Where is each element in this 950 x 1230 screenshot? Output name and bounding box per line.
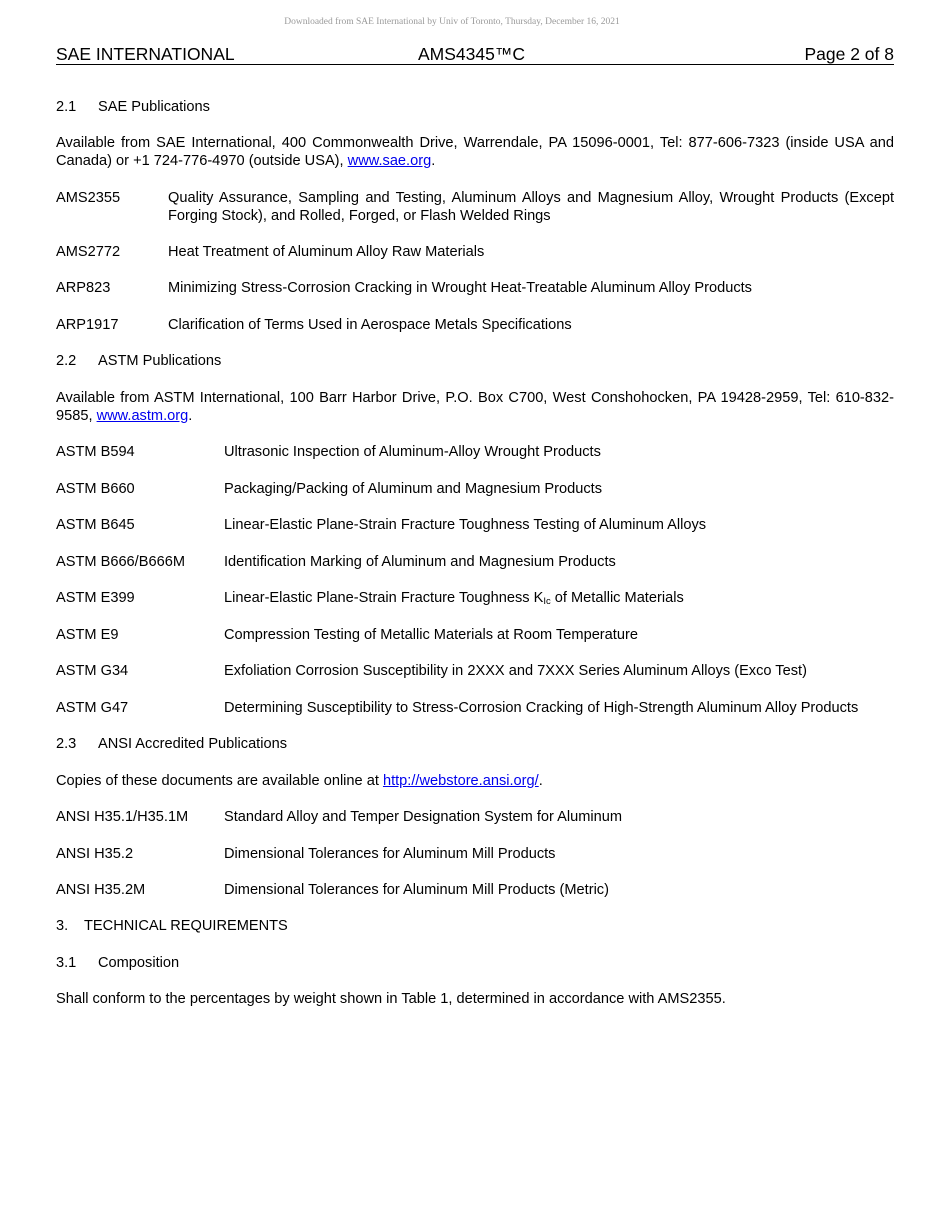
reference-title: Packaging/Packing of Aluminum and Magnesium Products <box>224 481 603 497</box>
ansi-intro-text: Copies of these documents are available online at <box>56 773 383 789</box>
reference-title: Exfoliation Corrosion Susceptibility in 2XXX and 7XXX Series Aluminum Alloys (Exco Test) <box>224 663 807 679</box>
reference-title: Linear-Elastic Plane-Strain Fracture Toughness Testing of Aluminum Alloys <box>224 517 707 533</box>
section-number: 3. <box>56 918 69 934</box>
reference-code: ASTM E9 <box>56 627 119 643</box>
reference-title-suffix: of Metallic Materials <box>550 590 684 606</box>
reference-title: Standard Alloy and Temper Designation System for Aluminum <box>224 809 623 825</box>
reference-title: Minimizing Stress-Corrosion Cracking in Wrought Heat-Treatable Aluminum Alloy Products <box>168 280 752 296</box>
reference-code: AMS2355 <box>56 190 121 206</box>
reference-code: AMS2772 <box>56 244 121 260</box>
section-title: ASTM Publications <box>98 353 222 369</box>
reference-code: ASTM B660 <box>56 481 135 497</box>
astm-website-link[interactable]: www.astm.org <box>96 408 189 424</box>
reference-title-prefix: Linear-Elastic Plane-Strain Fracture Toughness K <box>224 590 544 606</box>
download-watermark: Downloaded from SAE International by Univ of Toronto, Thursday, December 16, 2021 <box>284 17 620 27</box>
section-2-3-heading <box>56 735 894 753</box>
astm-availability-paragraph: Available from ASTM International, 100 Barr Harbor Drive, P.O. Box C700, West Conshohocken, PA 19428-2959, Tel: 610-832-9585, www.astm.org. <box>56 390 894 424</box>
section-3-heading <box>56 917 894 935</box>
reference-title: Compression Testing of Metallic Materials at Room Temperature <box>224 627 638 643</box>
section-number: 2.2 <box>56 353 77 369</box>
reference-code: ARP1917 <box>56 317 119 333</box>
section-number: 2.3 <box>56 736 77 752</box>
reference-title: Quality Assurance, Sampling and Testing, Aluminum Alloys and Magnesium Alloy, Wrought Products (Except Forging Stock), and Rolled, Forged, or Flash Welded Rings <box>168 190 894 224</box>
reference-code: ASTM B594 <box>56 444 135 460</box>
ansi-webstore-link[interactable]: http://webstore.ansi.org/ <box>382 773 539 789</box>
reference-title <box>224 589 894 607</box>
astm-intro-text: Available from ASTM International, 100 Barr Harbor Drive, P.O. Box C700, West Conshohocken, PA 19428-2959, Tel: 610-832-9585, <box>56 390 894 424</box>
sae-availability-paragraph: Available from SAE International, 400 Commonwealth Drive, Warrendale, PA 15096-0001, Tel: 877-606-7323 (inside USA and Canada) or +1 724-776-4970 (outside USA), www.sae.org. <box>56 135 894 169</box>
reference-code: ANSI H35.1/H35.1M <box>56 809 189 825</box>
reference-title: Heat Treatment of Aluminum Alloy Raw Materials <box>168 244 485 260</box>
sae-intro-text: Available from SAE International, 400 Commonwealth Drive, Warrendale, PA 15096-0001, Tel: 877-606-7323 (inside USA and Canada) or +1 724-776-4970 (outside USA), <box>56 135 894 169</box>
reference-code: ARP823 <box>56 280 111 296</box>
section-2-1-heading <box>56 98 894 116</box>
reference-title: Ultrasonic Inspection of Aluminum-Alloy Wrought Products <box>224 444 601 460</box>
reference-title: Clarification of Terms Used in Aerospace Metals Specifications <box>168 317 572 333</box>
section-title: ANSI Accredited Publications <box>98 736 288 752</box>
reference-code: ASTM G34 <box>56 663 129 679</box>
reference-code: ASTM E399 <box>56 590 135 606</box>
composition-paragraph: Shall conform to the percentages by weight shown in Table 1, determined in accordance with AMS2355. <box>56 991 726 1007</box>
section-title: TECHNICAL REQUIREMENTS <box>84 918 288 934</box>
page-header <box>56 44 894 65</box>
header-org: SAE INTERNATIONAL <box>56 44 235 64</box>
reference-title: Identification Marking of Aluminum and Magnesium Products <box>224 554 616 570</box>
reference-code: ASTM B666/B666M <box>56 554 185 570</box>
header-doc-id: AMS4345™C <box>418 44 525 64</box>
kic-subscript: Ic <box>543 596 551 607</box>
reference-code: ANSI H35.2 <box>56 846 134 862</box>
section-title: Composition <box>98 955 180 971</box>
section-number: 2.1 <box>56 99 77 115</box>
section-title: SAE Publications <box>98 99 210 115</box>
section-number: 3.1 <box>56 955 77 971</box>
section-3-1-heading <box>56 954 894 972</box>
section-2-2-heading <box>56 352 894 370</box>
reference-code: ANSI H35.2M <box>56 882 146 898</box>
reference-code: ASTM G47 <box>56 700 129 716</box>
reference-code: ASTM B645 <box>56 517 135 533</box>
reference-title: Dimensional Tolerances for Aluminum Mill Products (Metric) <box>224 882 609 898</box>
ansi-availability-paragraph: Copies of these documents are available online at http://webstore.ansi.org/. <box>56 773 543 789</box>
reference-title: Determining Susceptibility to Stress-Corrosion Cracking of High-Strength Aluminum Alloy Products <box>224 700 859 716</box>
header-page-number: Page 2 of 8 <box>804 44 894 64</box>
reference-title: Dimensional Tolerances for Aluminum Mill Products <box>224 846 556 862</box>
sae-website-link[interactable]: www.sae.org <box>347 153 432 169</box>
